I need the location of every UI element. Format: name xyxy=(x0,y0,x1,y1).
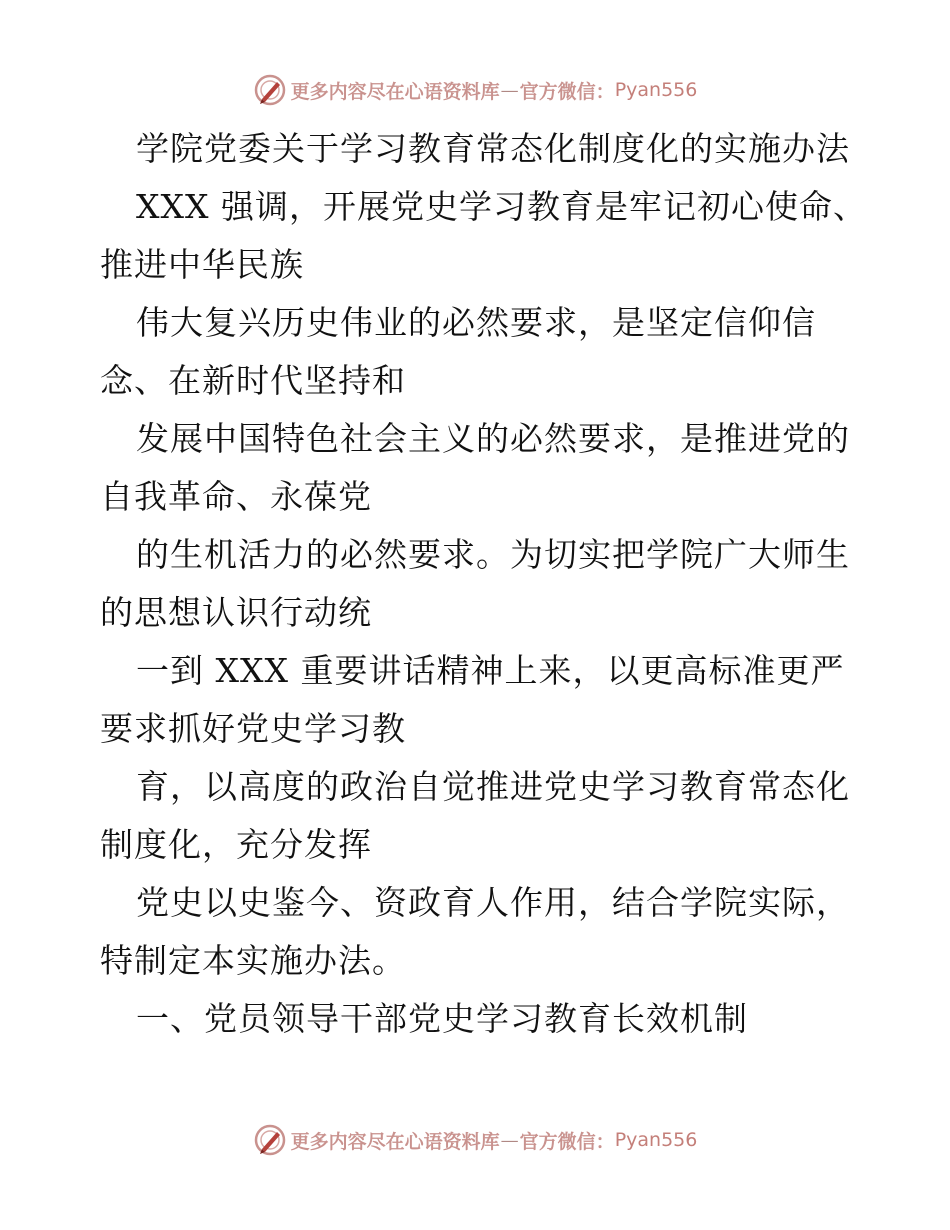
paragraph-line: 念、在新时代坚持和 xyxy=(100,361,406,400)
paragraph-line: 自我革命、永葆党 xyxy=(100,477,372,516)
paragraph-line: 一到 XXX 重要讲话精神上来，以更高标准更严 xyxy=(136,651,845,690)
watermark-dash: — xyxy=(500,79,519,101)
paragraph-line: 党史以史鉴今、资政育人作用，结合学院实际， xyxy=(136,883,850,922)
watermark-slogan: 更多内容尽在心语资料库 xyxy=(290,1130,500,1153)
paragraph-line: 发展中国特色社会主义的必然要求，是推进党的 xyxy=(136,419,850,458)
watermark-account: Pyan556 xyxy=(614,1129,698,1151)
paragraph-line: 推进中华民族 xyxy=(100,245,304,284)
watermark-account: Pyan556 xyxy=(614,79,698,101)
paragraph-line: 的思想认识行动统 xyxy=(100,593,372,632)
footer-watermark xyxy=(0,1120,950,1160)
paragraph-line: 要求抓好党史学习教 xyxy=(100,709,406,748)
document-body xyxy=(100,120,867,1048)
watermark-dash: — xyxy=(500,1129,519,1151)
section-heading: 一、党员领导干部党史学习教育长效机制 xyxy=(136,999,748,1038)
paragraph-line: XXX 强调，开展党史学习教育是牢记初心使命、 xyxy=(136,187,867,226)
paragraph-line: 的生机活力的必然要求。为切实把学院广大师生 xyxy=(136,535,850,574)
paragraph-line: 伟大复兴历史伟业的必然要求，是坚定信仰信 xyxy=(136,303,816,342)
paragraph-line: 制度化，充分发挥 xyxy=(100,825,372,864)
watermark-slogan: 更多内容尽在心语资料库 xyxy=(290,80,500,103)
paragraph-line: 特制定本实施办法。 xyxy=(100,941,406,980)
pen-circle-logo-icon xyxy=(253,73,287,107)
header-watermark xyxy=(0,70,950,110)
paragraph-line: 育，以高度的政治自觉推进党史学习教育常态化 xyxy=(136,767,850,806)
watermark-wechat-label: 官方微信： xyxy=(519,1130,615,1153)
watermark-wechat-label: 官方微信： xyxy=(519,80,615,103)
document-title: 学院党委关于学习教育常态化制度化的实施办法 xyxy=(136,129,850,168)
pen-circle-logo-icon xyxy=(253,1123,287,1157)
